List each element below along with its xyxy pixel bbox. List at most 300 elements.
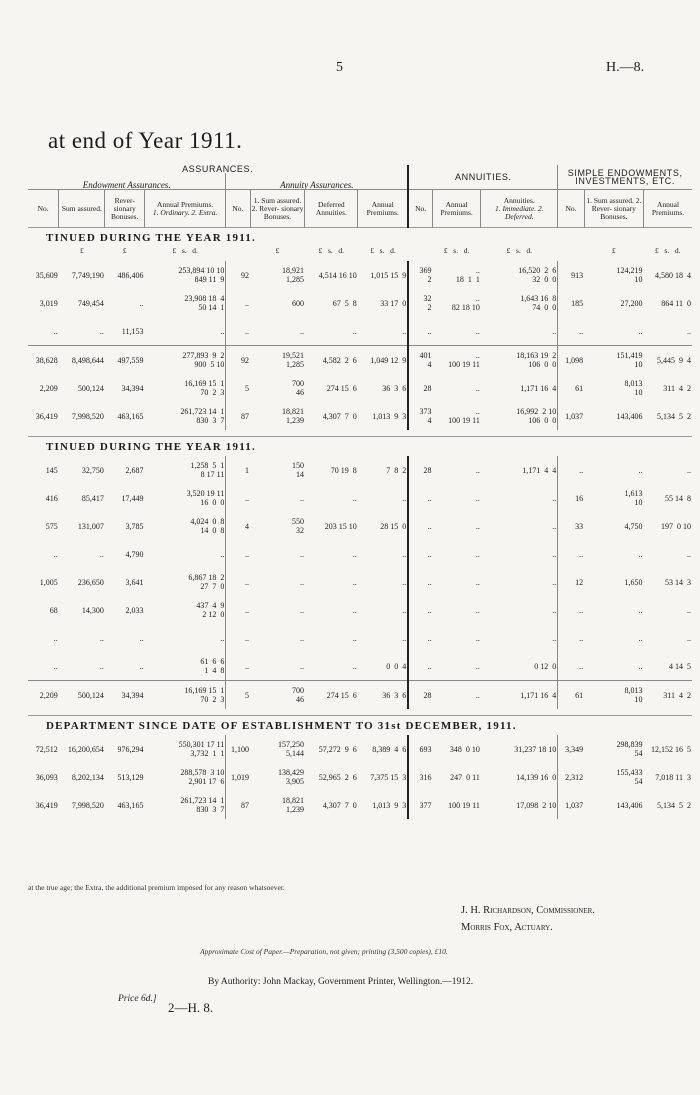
- table-cell: 68: [49, 605, 58, 615]
- table-cell: ..: [99, 661, 104, 671]
- col-annual-premiums: [144, 190, 225, 228]
- table-cell: 2,687: [125, 465, 144, 475]
- table-cell: 236,650: [77, 577, 104, 587]
- table-cell: ..: [558, 652, 584, 681]
- table-cell: 35,609: [35, 270, 58, 280]
- table-cell: 34,394: [121, 690, 144, 700]
- immediate-deferred-label: 1. Immediate. 2. Deferred.: [495, 203, 544, 221]
- table-cell: 437 4 9 2 12 0: [196, 601, 225, 619]
- table-cell: ..: [99, 326, 104, 336]
- table-cell: 1,037: [558, 402, 584, 430]
- table-cell: 1,013 9 3: [372, 411, 407, 421]
- table-cell: 157,250 5,144: [277, 740, 304, 758]
- table-cell: ..: [552, 326, 557, 336]
- table-cell: ..: [475, 577, 480, 587]
- unit-pound: £: [122, 247, 127, 255]
- table-cell: ..: [408, 484, 432, 512]
- table-cell: 31,237 18 10: [514, 744, 557, 754]
- table-row: [28, 261, 692, 289]
- table-cell: ..: [638, 661, 643, 671]
- table-cell: ..: [408, 596, 432, 624]
- table-cell: 16,169 15 1 70 2 3: [184, 379, 225, 397]
- table-cell: 34,394: [121, 383, 144, 393]
- table-cell: 87: [226, 791, 250, 819]
- unit-pound: £: [79, 247, 84, 255]
- table-cell: 261,723 14 1 830 3 7: [180, 796, 225, 814]
- table-cell: 38,628: [35, 355, 58, 365]
- table-cell: 2,209: [39, 383, 58, 393]
- table-row: [28, 346, 692, 375]
- unit-pound: £: [611, 247, 616, 255]
- table-cell: 1,015 15 9: [370, 270, 407, 280]
- col-no-3: No.: [408, 190, 432, 228]
- table-cell: 463,165: [117, 411, 144, 421]
- table-cell: ..: [352, 326, 357, 336]
- table-cell: 52,965 2 6: [318, 772, 357, 782]
- table-cell: ..: [352, 493, 357, 503]
- unit-psd: £ s. d.: [370, 247, 396, 255]
- table-cell: 7,375 15 3: [370, 772, 407, 782]
- table-cell: ..: [53, 633, 58, 643]
- table-cell: 5: [226, 374, 250, 402]
- col-sum-assured: Sum assured.: [59, 190, 105, 228]
- table-cell: ..: [99, 549, 104, 559]
- table-cell: 600: [291, 298, 304, 308]
- table-cell: 4: [226, 512, 250, 540]
- unit-psd: £ s. d.: [318, 247, 345, 255]
- table-cell: 1,037: [558, 791, 584, 819]
- table-cell: 55 14 8: [665, 493, 691, 503]
- table-cell: 4,582 2 6: [322, 355, 357, 365]
- unit-psd: £ s. d.: [506, 247, 532, 255]
- table-cell: 18,821 1,239: [281, 407, 304, 425]
- table-cell: 92: [226, 261, 250, 289]
- table-cell: 5,445 9 4: [657, 355, 691, 365]
- table-cell: 16,200,654: [67, 744, 104, 754]
- table-cell: 2,209: [39, 690, 58, 700]
- page-title: at end of Year 1911.: [48, 128, 243, 153]
- table-cell: ..: [408, 512, 432, 540]
- table-cell: ..: [402, 605, 407, 615]
- table-cell: ..: [552, 633, 557, 643]
- authority-line: By Authority: John Mackay, Government Printer, Wellington.—1912.: [208, 977, 474, 987]
- table-cell: 92: [226, 346, 250, 375]
- table-cell: 8,389 4 6: [372, 744, 407, 754]
- col-deferred-annuities: Deferred Annuities.: [305, 190, 358, 228]
- table-cell: 11,153: [121, 326, 144, 336]
- section-3-heading: DEPARTMENT SINCE DATE OF ESTABLISHMENT TO 31st DECEMBER, 1911.: [28, 716, 692, 736]
- table-row: [28, 624, 692, 652]
- col-annuities: [481, 190, 558, 228]
- table-cell: ..: [558, 596, 584, 624]
- table-cell: 298,839 54: [616, 740, 643, 758]
- table-cell: ..: [687, 465, 691, 475]
- table-cell: ..: [408, 540, 432, 568]
- table-cell: ..: [299, 326, 304, 336]
- table-cell: 100 19 11: [448, 800, 480, 810]
- table-cell: 316: [408, 763, 432, 791]
- table-cell: 253,894 10 10 849 11 9: [178, 266, 225, 284]
- table-cell: 1,171 4 4: [522, 465, 557, 475]
- table-cell: ..: [352, 633, 357, 643]
- table-cell: 18,821 1,239: [281, 796, 304, 814]
- table-cell: 12: [558, 568, 584, 596]
- table-cell: 7 8 2: [386, 465, 407, 475]
- ordinary-extra-label: 1. Ordinary. 2. Extra.: [152, 207, 218, 217]
- annual-premiums-label: Annual Premiums.: [157, 199, 214, 209]
- statistics-table: [28, 165, 692, 819]
- table-cell: 3,785: [125, 521, 144, 531]
- table-cell: 2,312: [558, 763, 584, 791]
- annuities-label: Annuities.: [503, 195, 535, 205]
- table-cell: 18,921 1,285: [281, 266, 304, 284]
- table-cell: ..: [475, 661, 480, 671]
- table-cell: .. 100 19 11: [448, 407, 480, 425]
- page-number: 5: [336, 60, 343, 75]
- table-row: [28, 540, 692, 568]
- table-cell: 85,417: [81, 493, 104, 503]
- table-cell: 7,749,190: [71, 270, 104, 280]
- table-cell: 274 15 6: [326, 690, 357, 700]
- table-cell: 3,019: [39, 298, 58, 308]
- table-cell: ..: [687, 549, 691, 559]
- table-cell: 1,643 16 8 74 0 0: [520, 294, 557, 312]
- table-cell: 17,449: [121, 493, 144, 503]
- col-annual-premiums-4: Annual Premiums.: [644, 190, 692, 228]
- table-cell: 575: [45, 521, 58, 531]
- table-row: [28, 791, 692, 819]
- table-cell: 500,124: [77, 690, 104, 700]
- table-cell: 463,165: [117, 800, 144, 810]
- table-cell: 1,171 16 4: [520, 383, 557, 393]
- table-cell: 33: [558, 512, 584, 540]
- table-cell: ..: [299, 661, 304, 671]
- table-cell: 3,349: [558, 735, 584, 763]
- actuary-signature: Morris Fox, Actuary.: [461, 922, 553, 933]
- page-reference: H.—8.: [606, 60, 645, 75]
- table-cell: ..: [299, 633, 304, 643]
- table-cell: 373 4: [408, 402, 432, 430]
- table-cell: 7,998,520: [71, 800, 104, 810]
- table-cell: 700 46: [291, 686, 304, 704]
- table-cell: 550 32: [291, 517, 304, 535]
- table-cell: 1,613 10: [624, 489, 643, 507]
- table-cell: .. 82 18 10: [451, 294, 480, 312]
- table-cell: ..: [552, 493, 557, 503]
- table-row: [28, 456, 692, 484]
- table-cell: 976,294: [117, 744, 144, 754]
- table-cell: ..: [53, 326, 58, 336]
- table-cell: 700 46: [291, 379, 304, 397]
- table-cell: ..: [139, 661, 144, 671]
- table-cell: ..: [402, 633, 407, 643]
- table-cell: 0 12 0: [534, 661, 557, 671]
- section-2-heading: TINUED DURING THE YEAR 1911.: [28, 437, 692, 457]
- table-cell: 8,013 10: [624, 379, 643, 397]
- table-cell: 1,171 16 4: [520, 690, 557, 700]
- table-cell: 913: [558, 261, 584, 289]
- table-cell: ..: [139, 633, 144, 643]
- commissioner-signature: J. H. Richardson, Commissioner.: [461, 905, 595, 916]
- annuities-group-header: ANNUITIES.: [408, 165, 558, 190]
- table-cell: 693: [408, 735, 432, 763]
- table-cell: 1,650: [624, 577, 643, 587]
- table-cell: 19,521 1,285: [281, 351, 304, 369]
- table-cell: ..: [352, 549, 357, 559]
- table-row: [28, 735, 692, 763]
- table-cell: 87: [226, 402, 250, 430]
- table-cell: ..: [139, 298, 144, 308]
- col-annual-premiums-2: Annual Premiums.: [358, 190, 409, 228]
- table-cell: ..: [475, 605, 480, 615]
- table-cell: 36 3 6: [382, 690, 407, 700]
- table-cell: 203 15 10: [324, 521, 357, 531]
- table-cell: 16: [558, 484, 584, 512]
- table-cell: ..: [475, 465, 480, 475]
- table-cell: ..: [687, 605, 691, 615]
- table-row: [28, 568, 692, 596]
- table-cell: 8,498,644: [71, 355, 104, 365]
- sheet-signature: 2—H. 8.: [168, 1000, 214, 1015]
- table-cell: 151,419 10: [616, 351, 643, 369]
- table-row: [28, 763, 692, 791]
- table-cell: 550,301 17 11 3,732 1 1: [178, 740, 225, 758]
- table-cell: 67 5 8: [332, 298, 357, 308]
- table-cell: ..: [638, 326, 643, 336]
- table-cell: 131,007: [77, 521, 104, 531]
- unit-psd: £ s. d.: [172, 247, 198, 255]
- table-cell: ..: [299, 493, 304, 503]
- table-cell: ..: [558, 624, 584, 652]
- table-cell: 4,790: [125, 549, 144, 559]
- footnote: at the true age; the Extra, the additional premium imposed for any reason whatsoever.: [28, 883, 285, 892]
- assurances-group-header: ASSURANCES.: [182, 165, 254, 173]
- table-cell: ..: [552, 577, 557, 587]
- table-cell: 497,559: [117, 355, 144, 365]
- table-cell: 277,893 9 2 900 5 10: [182, 351, 225, 369]
- table-cell: 486,406: [117, 270, 144, 280]
- table-cell: ..: [638, 465, 643, 475]
- table-cell: ..: [352, 661, 357, 671]
- table-cell: 1,258 5 1 8 17 11: [190, 461, 225, 479]
- table-cell: ..: [475, 521, 480, 531]
- table-cell: 61: [558, 681, 584, 710]
- table-cell: 377: [408, 791, 432, 819]
- table-cell: 53 14 3: [665, 577, 691, 587]
- table-cell: 72,512: [35, 744, 58, 754]
- table-cell: ..: [475, 493, 480, 503]
- table-cell: ..: [638, 549, 643, 559]
- table-cell: ..: [226, 317, 250, 346]
- table-cell: 1,049 12 9: [370, 355, 407, 365]
- col-no-4: No.: [558, 190, 584, 228]
- table-cell: 261,723 14 1 830 3 7: [180, 407, 225, 425]
- table-cell: ..: [638, 605, 643, 615]
- section-1-heading: TINUED DURING THE YEAR 1911.: [28, 228, 692, 248]
- table-cell: ..: [53, 661, 58, 671]
- col-sum-rev-2: 1. Sum assured. 2. Rever- sionary Bonuses.: [584, 190, 643, 228]
- table-cell: 150 14: [291, 461, 304, 479]
- table-cell: ..: [408, 652, 432, 681]
- table-cell: 513,129: [117, 772, 144, 782]
- table-cell: 16,169 15 1 70 2 3: [184, 686, 225, 704]
- table-cell: 28 15 0: [380, 521, 407, 531]
- table-cell: ..: [552, 605, 557, 615]
- table-cell: 4,307 7 0: [322, 411, 357, 421]
- simple-endowments-group-header: SIMPLE ENDOWMENTS, INVESTMENTS, ETC.: [558, 165, 692, 190]
- table-cell: ..: [408, 317, 432, 346]
- table-cell: 145: [45, 465, 58, 475]
- table-cell: 61: [558, 374, 584, 402]
- table-cell: 36,093: [35, 772, 58, 782]
- table-cell: ..: [475, 549, 480, 559]
- table-cell: 124,219 10: [616, 266, 643, 284]
- table-cell: 4,580 18 4: [655, 270, 691, 280]
- table-cell: 36,419: [35, 411, 58, 421]
- table-cell: 70 19 8: [330, 465, 357, 475]
- table-cell: 864 11 0: [661, 298, 691, 308]
- table-cell: 61 6 6 1 4 8: [200, 657, 225, 675]
- table-cell: ..: [226, 484, 250, 512]
- col-sum-rev: 1. Sum assured. 2. Rever- sionary Bonuses.: [250, 190, 305, 228]
- table-row: [28, 402, 692, 430]
- table-cell: ..: [475, 690, 480, 700]
- table-cell: 416: [45, 493, 58, 503]
- table-cell: ..: [220, 633, 225, 643]
- table-cell: ..: [552, 549, 557, 559]
- table-cell: 28: [408, 681, 432, 710]
- table-cell: ..: [408, 568, 432, 596]
- table-cell: 311 4 2: [663, 383, 691, 393]
- table-cell: 749,454: [77, 298, 104, 308]
- table-cell: 36 3 6: [382, 383, 407, 393]
- table-cell: 4 14 5: [669, 661, 691, 671]
- table-row: [28, 484, 692, 512]
- table-cell: ..: [552, 521, 557, 531]
- unit-psd: £ s. d.: [655, 247, 681, 255]
- table-cell: ..: [402, 493, 407, 503]
- table-cell: ..: [226, 289, 250, 317]
- table-cell: 7,998,520: [71, 411, 104, 421]
- table-cell: 500,124: [77, 383, 104, 393]
- table-cell: 348 0 10: [449, 744, 480, 754]
- table-cell: 8,013 10: [624, 686, 643, 704]
- table-cell: 155,433 54: [616, 768, 643, 786]
- table-cell: 33 17 0: [380, 298, 407, 308]
- table-cell: ..: [638, 633, 643, 643]
- table-cell: .. 18 1 1: [455, 266, 480, 284]
- table-cell: 5,134 5 2: [657, 411, 691, 421]
- table-row: [28, 512, 692, 540]
- cost-note: Approximate Cost of Paper.—Preparation, not given; printing (3,500 copies), £10.: [200, 947, 448, 956]
- col-reversionary: Rever- sionary Bonuses.: [105, 190, 145, 228]
- table-cell: ..: [226, 624, 250, 652]
- table-cell: ..: [687, 326, 691, 336]
- table-cell: 1,005: [39, 577, 58, 587]
- table-cell: 185: [558, 289, 584, 317]
- table-cell: ..: [220, 549, 225, 559]
- table-cell: 14,300: [81, 605, 104, 615]
- col-no: No.: [37, 203, 49, 213]
- table-cell: 5: [226, 681, 250, 710]
- table-cell: ..: [402, 326, 407, 336]
- table-cell: 32,750: [81, 465, 104, 475]
- table-cell: 18,163 19 2 106 0 0: [516, 351, 557, 369]
- table-cell: ..: [687, 633, 691, 643]
- table-cell: 1: [226, 456, 250, 484]
- table-row: [28, 317, 692, 346]
- table-cell: ..: [53, 549, 58, 559]
- table-cell: 1,013 9 3: [372, 800, 407, 810]
- table-cell: ..: [408, 624, 432, 652]
- table-cell: ..: [226, 568, 250, 596]
- table-cell: 1,098: [558, 346, 584, 375]
- table-cell: ..: [299, 549, 304, 559]
- table-row: [28, 289, 692, 317]
- table-cell: 4,514 16 10: [318, 270, 357, 280]
- table-cell: ..: [558, 540, 584, 568]
- unit-pound: £: [275, 247, 280, 255]
- endowment-assurances-header: Endowment Assurances.: [82, 180, 171, 190]
- table-cell: 28: [408, 456, 432, 484]
- table-cell: ..: [475, 383, 480, 393]
- table-cell: 14,139 16 0: [516, 772, 557, 782]
- col-no-2: No.: [226, 190, 250, 228]
- table-cell: 12,152 16 5: [651, 744, 691, 754]
- table-cell: 16,992 2 10 106 0 0: [516, 407, 557, 425]
- table-row: [28, 374, 692, 402]
- table-cell: ..: [220, 326, 225, 336]
- table-cell: 8,202,134: [71, 772, 104, 782]
- unit-psd: £ s. d.: [443, 247, 470, 255]
- table-cell: 3,641: [125, 577, 144, 587]
- table-cell: 4,307 7 0: [322, 800, 357, 810]
- table-cell: 197 0 10: [661, 521, 691, 531]
- table-cell: 57,272 9 6: [318, 744, 357, 754]
- price-label: Price 6d.]: [118, 994, 157, 1004]
- table-cell: 4,750: [624, 521, 643, 531]
- table-cell: 36,419: [35, 800, 58, 810]
- table-cell: 4,024 0 8 14 0 8: [190, 517, 225, 535]
- table-cell: ..: [402, 549, 407, 559]
- table-cell: 27,200: [620, 298, 643, 308]
- annuity-assurances-header: Annuity Assurances.: [226, 173, 408, 190]
- table-cell: ..: [402, 577, 407, 587]
- table-cell: ..: [352, 605, 357, 615]
- col-annual-premiums-3: Annual Premiums.: [432, 190, 480, 228]
- table-cell: 401 4: [408, 346, 432, 375]
- table-cell: .. 100 19 11: [448, 351, 480, 369]
- table-cell: 311 4 2: [663, 690, 691, 700]
- table-cell: ..: [475, 633, 480, 643]
- table-cell: 143,406: [616, 800, 643, 810]
- table-row: [28, 652, 692, 681]
- table-cell: ..: [226, 540, 250, 568]
- table-row: [28, 596, 692, 624]
- table-cell: ..: [299, 577, 304, 587]
- table-cell: ..: [558, 456, 584, 484]
- table-cell: 17,098 2 10: [516, 800, 557, 810]
- table-row: [28, 681, 692, 710]
- table-cell: 28: [408, 374, 432, 402]
- table-cell: ..: [226, 596, 250, 624]
- table-cell: 0 0 4: [386, 661, 407, 671]
- table-cell: ..: [99, 633, 104, 643]
- table-cell: 23,908 18 4 50 14 1: [184, 294, 225, 312]
- table-cell: 2,033: [125, 605, 144, 615]
- table-cell: 32 2: [408, 289, 432, 317]
- table-cell: 7,018 11 3: [655, 772, 691, 782]
